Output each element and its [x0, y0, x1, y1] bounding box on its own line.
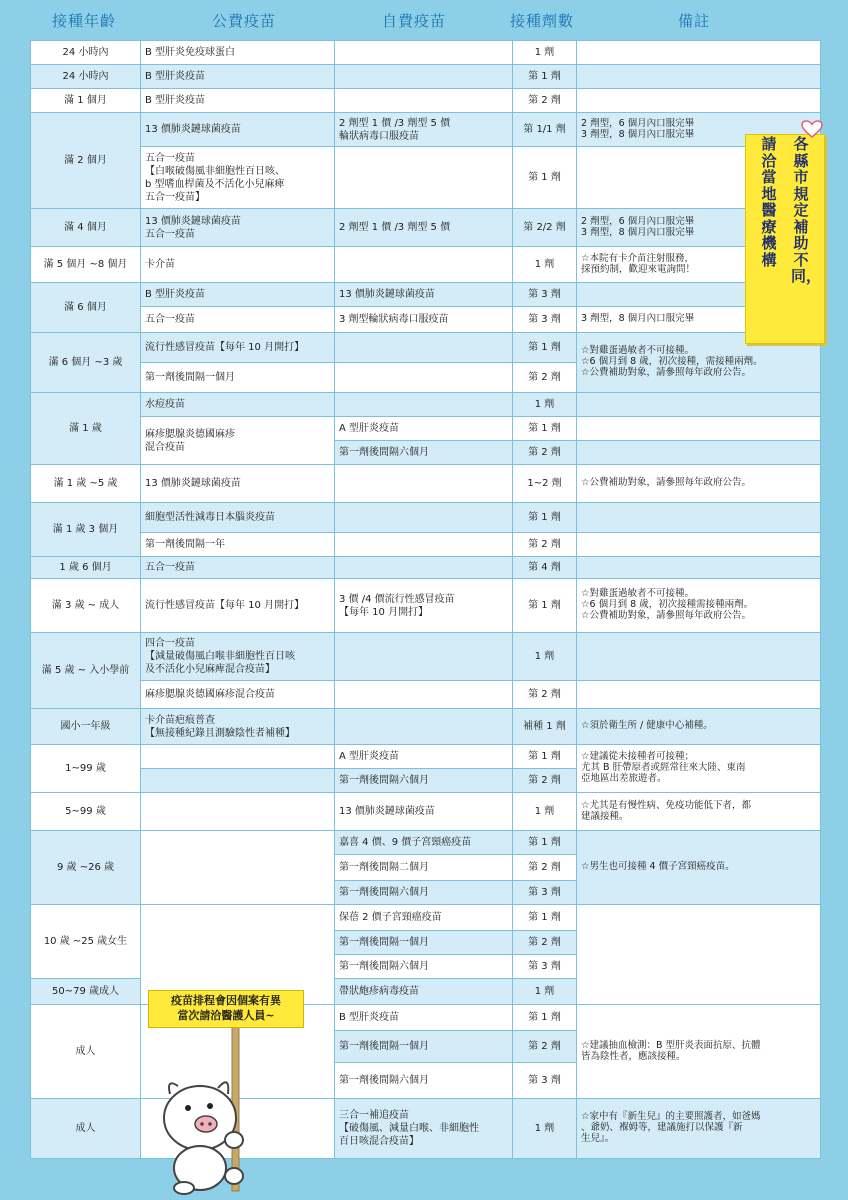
dose-cell: 第 2 劑 [513, 441, 577, 465]
dose-cell: 補種 1 劑 [513, 709, 577, 745]
self-vaccine-cell [335, 533, 513, 557]
public-vaccine-cell: 五合一疫苗 [141, 557, 335, 579]
table-row [31, 65, 821, 89]
self-vaccine-cell: 第一劑後間隔六個月 [335, 955, 513, 979]
public-vaccine-cell: 四合一疫苗 【減量破傷風白喉非細胞性百日咳 及不活化小兒麻痺混合疫苗】 [141, 633, 335, 681]
age-cell: 國小一年級 [31, 709, 141, 745]
note-cell: ☆建議從未接種者可接種； 尤其 B 肝帶原者或經常往來大陸、東南 亞地區出差旅遊者。 [577, 745, 821, 793]
self-vaccine-cell: 3 價 /4 價流行性感冒疫苗 【每年 10 月開打】 [335, 579, 513, 633]
age-cell: 24 小時內 [31, 65, 141, 89]
dose-cell: 1 劑 [513, 633, 577, 681]
age-cell: 成人 [31, 1099, 141, 1159]
self-vaccine-cell: 13 價肺炎鏈球菌疫苗 [335, 283, 513, 307]
self-vaccine-cell [335, 41, 513, 65]
dose-cell: 第 2 劑 [513, 363, 577, 393]
public-vaccine-cell: 細胞型活性減毒日本腦炎疫苗 [141, 503, 335, 533]
public-vaccine-cell: 第一劑後間隔一年 [141, 533, 335, 557]
dose-cell: 1 劑 [513, 393, 577, 417]
table-row [31, 831, 821, 855]
public-vaccine-cell: 水痘疫苗 [141, 393, 335, 417]
self-vaccine-cell: 第一劑後間隔六個月 [335, 769, 513, 793]
note-cell: ☆對雞蛋過敏者不可接種。 ☆6 個月到 8 歲，初次接種，需接種兩劑。 ☆公費補助對象，請參照每年政府公告。 [577, 333, 821, 393]
self-vaccine-cell [335, 633, 513, 681]
dose-cell: 第 2 劑 [513, 1031, 577, 1063]
table-row [31, 393, 821, 417]
note-cell: ☆本院有卡介苗注射服務， 採預約制，歡迎來電詢問！ [577, 247, 821, 283]
note-cell [577, 905, 821, 1005]
dose-cell: 第 1/1 劑 [513, 113, 577, 147]
header-public: 公費疫苗 [212, 12, 277, 30]
table-row [31, 147, 821, 209]
age-cell: 成人 [31, 1005, 141, 1099]
table-row [31, 503, 821, 533]
self-vaccine-cell: 第一劑後間隔六個月 [335, 1063, 513, 1099]
mascot-banner [148, 990, 304, 1028]
dose-cell: 第 1 劑 [513, 147, 577, 209]
note-cell [577, 441, 821, 465]
note-cell [577, 533, 821, 557]
header-doses: 接種劑數 [510, 12, 575, 30]
dose-cell: 第 1 劑 [513, 65, 577, 89]
note-cell [577, 633, 821, 681]
dose-cell: 第 1 劑 [513, 905, 577, 931]
age-cell: 滿 5 歲 ~ 入小學前 [31, 633, 141, 709]
table-header [0, 0, 848, 40]
dose-cell: 第 3 劑 [513, 283, 577, 307]
public-vaccine-cell: 麻疹腮腺炎德國麻疹 混合疫苗 [141, 417, 335, 465]
public-vaccine-cell: 五合一疫苗 【白喉破傷風非細胞性百日咳、 b 型嗜血桿菌及不活化小兒麻痺 五合一疫苗】 [141, 147, 335, 209]
public-vaccine-cell: 13 價肺炎鏈球菌疫苗 [141, 465, 335, 503]
table-row [31, 417, 821, 441]
table-row [31, 209, 821, 247]
note-cell [577, 41, 821, 65]
dose-cell: 第 1 劑 [513, 503, 577, 533]
dose-cell: 第 2 劑 [513, 855, 577, 881]
self-vaccine-cell [335, 557, 513, 579]
dose-cell: 第 1 劑 [513, 417, 577, 441]
header-notes: 備註 [678, 12, 711, 30]
age-cell: 滿 1 歲 [31, 393, 141, 465]
table-row [31, 307, 821, 333]
table-row [31, 681, 821, 709]
note-cell: ☆須於衛生所 / 健康中心補種。 [577, 709, 821, 745]
dose-cell: 第 3 劑 [513, 881, 577, 905]
age-cell: 滿 3 歲 ~ 成人 [31, 579, 141, 633]
subsidy-sign-text-2: 請洽當地醫療機構 [761, 135, 777, 269]
table-row [31, 247, 821, 283]
dose-cell: 第 3 劑 [513, 955, 577, 979]
note-cell: ☆男生也可接種 4 價子宮頸癌疫苗。 [577, 831, 821, 905]
dose-cell: 1 劑 [513, 247, 577, 283]
public-vaccine-cell: 麻疹腮腺炎德國麻疹混合疫苗 [141, 681, 335, 709]
self-vaccine-cell [335, 393, 513, 417]
mascot-banner-line-1: 疫苗排程會因個案有異 [171, 994, 281, 1007]
dose-cell: 第 1 劑 [513, 579, 577, 633]
public-vaccine-cell [141, 769, 335, 793]
self-vaccine-cell [335, 89, 513, 113]
dose-cell: 1 劑 [513, 1099, 577, 1159]
table-row [31, 579, 821, 633]
table-row [31, 793, 821, 831]
dose-cell: 第 2/2 劑 [513, 209, 577, 247]
age-cell: 滿 4 個月 [31, 209, 141, 247]
table-row [31, 905, 821, 931]
self-vaccine-cell: A 型肝炎疫苗 [335, 745, 513, 769]
table-row [31, 89, 821, 113]
self-vaccine-cell [335, 247, 513, 283]
dose-cell: 第 1 劑 [513, 1005, 577, 1031]
table-row [31, 283, 821, 307]
note-cell: 2 劑型，6 個月內口服完畢 3 劑型，8 個月內口服完畢 [577, 209, 821, 247]
self-vaccine-cell: 2 劑型 1 價 /3 劑型 5 價 [335, 209, 513, 247]
note-cell: 2 劑型，6 個月內口服完畢 3 劑型，8 個月內口服完畢 [577, 113, 821, 147]
self-vaccine-cell: 保蓓 2 價子宮頸癌疫苗 [335, 905, 513, 931]
note-cell: ☆家中有『新生兒』的主要照護者，如爸媽 、爺奶、褓姆等，建議施打以保護『新 生兒』。 [577, 1099, 821, 1159]
age-cell: 9 歲 ~26 歲 [31, 831, 141, 905]
dose-cell: 第 2 劑 [513, 769, 577, 793]
self-vaccine-cell: 第一劑後間隔二個月 [335, 855, 513, 881]
public-vaccine-cell: B 型肝炎疫苗 [141, 283, 335, 307]
self-vaccine-cell [335, 681, 513, 709]
self-vaccine-cell: 第一劑後間隔六個月 [335, 441, 513, 465]
age-cell: 5~99 歲 [31, 793, 141, 831]
table-row [31, 113, 821, 147]
table-row [31, 709, 821, 745]
age-cell: 10 歲 ~25 歲女生 [31, 905, 141, 979]
dose-cell: 1~2 劑 [513, 465, 577, 503]
note-cell [577, 503, 821, 533]
public-vaccine-cell: 卡介苗疤痕普查 【無接種紀錄且測驗陰性者補種】 [141, 709, 335, 745]
self-vaccine-cell: 第一劑後間隔一個月 [335, 1031, 513, 1063]
age-cell: 滿 6 個月 ~3 歲 [31, 333, 141, 393]
public-vaccine-cell: B 型肝炎免疫球蛋白 [141, 41, 335, 65]
age-cell: 滿 1 個月 [31, 89, 141, 113]
self-vaccine-cell [335, 503, 513, 533]
dose-cell: 1 劑 [513, 41, 577, 65]
age-cell: 滿 5 個月 ~8 個月 [31, 247, 141, 283]
header-self: 自費疫苗 [382, 12, 447, 30]
dose-cell: 第 4 劑 [513, 557, 577, 579]
self-vaccine-cell: 三合一補追疫苗 【破傷風、減量白喉、非細胞性 百日咳混合疫苗】 [335, 1099, 513, 1159]
dose-cell: 第 3 劑 [513, 1063, 577, 1099]
age-cell: 滿 2 個月 [31, 113, 141, 209]
heart-icon [801, 120, 823, 138]
public-vaccine-cell: 流行性感冒疫苗【每年 10 月開打】 [141, 333, 335, 363]
subsidy-sign-board [745, 134, 825, 344]
public-vaccine-cell [141, 831, 335, 905]
public-vaccine-cell: 卡介苗 [141, 247, 335, 283]
age-cell: 1~99 歲 [31, 745, 141, 793]
note-cell: ☆公費補助對象，請參照每年政府公告。 [577, 465, 821, 503]
age-cell: 滿 1 歲 3 個月 [31, 503, 141, 557]
self-vaccine-cell: 13 價肺炎鏈球菌疫苗 [335, 793, 513, 831]
self-vaccine-cell: 3 劑型輪狀病毒口服疫苗 [335, 307, 513, 333]
self-vaccine-cell [335, 65, 513, 89]
table-row [31, 465, 821, 503]
self-vaccine-cell [335, 147, 513, 209]
public-vaccine-cell: 13 價肺炎鏈球菌疫苗 五合一疫苗 [141, 209, 335, 247]
public-vaccine-cell: B 型肝炎疫苗 [141, 65, 335, 89]
self-vaccine-cell: 第一劑後間隔一個月 [335, 931, 513, 955]
mascot-group [148, 990, 328, 1195]
public-vaccine-cell: 五合一疫苗 [141, 307, 335, 333]
age-cell: 24 小時內 [31, 41, 141, 65]
table-row [31, 745, 821, 769]
public-vaccine-cell: 流行性感冒疫苗【每年 10 月開打】 [141, 579, 335, 633]
self-vaccine-cell: A 型肝炎疫苗 [335, 417, 513, 441]
self-vaccine-cell [335, 363, 513, 393]
dose-cell: 第 2 劑 [513, 681, 577, 709]
dose-cell: 第 2 劑 [513, 533, 577, 557]
public-vaccine-cell: 第一劑後間隔一個月 [141, 363, 335, 393]
subsidy-sign-text-1: 各縣市規定補助不同， [791, 135, 822, 285]
dose-cell: 第 2 劑 [513, 89, 577, 113]
note-cell [577, 89, 821, 113]
self-vaccine-cell: B 型肝炎疫苗 [335, 1005, 513, 1031]
age-cell: 1 歲 6 個月 [31, 557, 141, 579]
note-cell [577, 65, 821, 89]
public-vaccine-cell [141, 793, 335, 831]
table-row [31, 633, 821, 681]
dose-cell: 第 2 劑 [513, 931, 577, 955]
header-age: 接種年齡 [52, 12, 117, 30]
note-cell [577, 393, 821, 417]
self-vaccine-cell [335, 465, 513, 503]
note-cell [577, 557, 821, 579]
age-cell: 滿 6 個月 [31, 283, 141, 333]
note-cell: ☆對雞蛋過敏者不可接種。 ☆6 個月到 8 歲，初次接種需接種兩劑。 ☆公費補助對象，請參照每年政府公告。 [577, 579, 821, 633]
public-vaccine-cell: 13 價肺炎鏈球菌疫苗 [141, 113, 335, 147]
dose-cell: 第 1 劑 [513, 333, 577, 363]
self-vaccine-cell: 2 劑型 1 價 /3 劑型 5 價 輪狀病毒口服疫苗 [335, 113, 513, 147]
dose-cell: 第 1 劑 [513, 831, 577, 855]
mascot-banner-line-2: 當次請洽醫護人員~ [177, 1008, 275, 1022]
dose-cell: 第 3 劑 [513, 307, 577, 333]
note-cell: ☆建議抽血檢測：B 型肝炎表面抗原、抗體 皆為陰性者，應該接種。 [577, 1005, 821, 1099]
table-row [31, 333, 821, 363]
self-vaccine-cell: 第一劑後間隔六個月 [335, 881, 513, 905]
table-row [31, 41, 821, 65]
note-cell [577, 417, 821, 441]
age-cell: 滿 1 歲 ~5 歲 [31, 465, 141, 503]
table-row [31, 557, 821, 579]
self-vaccine-cell: 帶狀皰疹病毒疫苗 [335, 979, 513, 1005]
public-vaccine-cell [141, 745, 335, 769]
self-vaccine-cell: 嘉喜 4 價、9 價子宮頸癌疫苗 [335, 831, 513, 855]
self-vaccine-cell [335, 333, 513, 363]
dose-cell: 第 1 劑 [513, 745, 577, 769]
public-vaccine-cell: B 型肝炎疫苗 [141, 89, 335, 113]
dose-cell: 1 劑 [513, 793, 577, 831]
self-vaccine-cell [335, 709, 513, 745]
note-cell: 3 劑型，8 個月內口服完畢 [577, 307, 821, 333]
note-cell [577, 681, 821, 709]
age-cell: 50~79 歲成人 [31, 979, 141, 1005]
table-row [31, 533, 821, 557]
subsidy-sign [745, 128, 827, 344]
note-cell: ☆尤其是有慢性病、免疫功能低下者，都 建議接種。 [577, 793, 821, 831]
dose-cell: 1 劑 [513, 979, 577, 1005]
